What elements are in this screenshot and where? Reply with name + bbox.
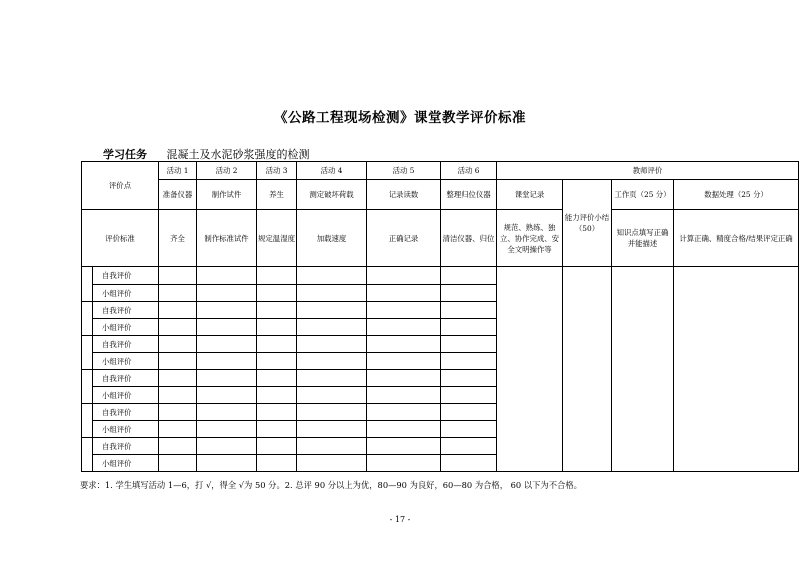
student-index-cell <box>82 404 93 438</box>
self-eval-label: 自我评价 <box>93 336 159 353</box>
score-cell[interactable] <box>297 370 367 387</box>
score-cell[interactable] <box>367 336 441 353</box>
score-cell[interactable] <box>159 421 197 438</box>
score-cell[interactable] <box>297 353 367 370</box>
score-cell[interactable] <box>159 455 197 472</box>
score-cell[interactable] <box>197 455 257 472</box>
score-cell[interactable] <box>197 387 257 404</box>
score-cell[interactable] <box>367 387 441 404</box>
score-cell[interactable] <box>197 404 257 421</box>
activity-2-header: 活动 2 <box>197 162 257 180</box>
score-cell[interactable] <box>197 285 257 302</box>
score-cell[interactable] <box>257 370 297 387</box>
score-cell[interactable] <box>367 421 441 438</box>
score-cell[interactable] <box>197 438 257 455</box>
score-cell[interactable] <box>159 285 197 302</box>
score-cell[interactable] <box>159 370 197 387</box>
score-cell[interactable] <box>197 370 257 387</box>
score-cell[interactable] <box>159 267 197 285</box>
ability-eval-cell[interactable] <box>563 267 612 472</box>
group-eval-label: 小组评价 <box>93 319 159 336</box>
score-cell[interactable] <box>297 319 367 336</box>
student-rows <box>82 267 799 472</box>
score-cell[interactable] <box>257 421 297 438</box>
score-cell[interactable] <box>441 302 497 319</box>
activity-6-item: 整理归位仪器 <box>441 180 497 210</box>
data-processing-header: 数据处理（25 分） <box>674 180 799 210</box>
score-cell[interactable] <box>159 319 197 336</box>
requirement-note: 要求：1. 学生填写活动 1—6，打 √，得全 √为 50 分。2. 总评 90 分以上为优，80—90 为良好，60—80 为合格， 60 以下为不合格。 <box>80 480 582 490</box>
score-cell[interactable] <box>257 267 297 285</box>
score-cell[interactable] <box>257 285 297 302</box>
score-cell[interactable] <box>441 336 497 353</box>
score-cell[interactable] <box>159 336 197 353</box>
score-cell[interactable] <box>297 387 367 404</box>
activity-4-standard: 加载速度 <box>297 210 367 267</box>
student-index-cell <box>82 438 93 472</box>
activity-6-header: 活动 6 <box>441 162 497 180</box>
score-cell[interactable] <box>197 421 257 438</box>
score-cell[interactable] <box>367 353 441 370</box>
score-cell[interactable] <box>257 404 297 421</box>
score-cell[interactable] <box>257 438 297 455</box>
score-cell[interactable] <box>297 285 367 302</box>
student-index-cell <box>82 336 93 370</box>
score-cell[interactable] <box>197 319 257 336</box>
score-cell[interactable] <box>257 387 297 404</box>
data-processing-standard: 计算正确、精度合格/结果评定正确 <box>674 210 799 267</box>
score-cell[interactable] <box>159 404 197 421</box>
score-cell[interactable] <box>297 302 367 319</box>
score-cell[interactable] <box>257 336 297 353</box>
score-cell[interactable] <box>159 302 197 319</box>
score-cell[interactable] <box>441 387 497 404</box>
eval-point-label: 评价点 <box>82 162 159 210</box>
group-eval-label: 小组评价 <box>93 455 159 472</box>
classroom-record-header: 课堂记录 <box>497 180 563 210</box>
score-cell[interactable] <box>367 267 441 285</box>
score-cell[interactable] <box>159 353 197 370</box>
score-cell[interactable] <box>367 370 441 387</box>
activity-1-item: 准备仪器 <box>159 180 197 210</box>
score-cell[interactable] <box>297 455 367 472</box>
group-eval-label: 小组评价 <box>93 421 159 438</box>
score-cell[interactable] <box>441 370 497 387</box>
score-cell[interactable] <box>367 302 441 319</box>
group-eval-label: 小组评价 <box>93 353 159 370</box>
score-cell[interactable] <box>367 319 441 336</box>
activity-2-standard: 制作标准试件 <box>197 210 257 267</box>
classroom-record-standard: 规范、熟练、独立、协作完成、安全文明操作等 <box>497 210 563 267</box>
score-cell[interactable] <box>441 285 497 302</box>
self-eval-label: 自我评价 <box>93 404 159 421</box>
score-cell[interactable] <box>257 455 297 472</box>
group-eval-label: 小组评价 <box>93 285 159 302</box>
worksheet-cell[interactable] <box>612 267 674 472</box>
self-eval-label: 自我评价 <box>93 438 159 455</box>
score-cell[interactable] <box>197 267 257 285</box>
activity-3-item: 养生 <box>257 180 297 210</box>
activity-4-item: 测定破坏荷载 <box>297 180 367 210</box>
self-eval-label: 自我评价 <box>93 302 159 319</box>
learning-task-name: 混凝土及水泥砂浆强度的检测 <box>166 148 310 161</box>
score-cell[interactable] <box>367 455 441 472</box>
page-title: 《公路工程现场检测》课堂教学评价标准 <box>274 110 526 126</box>
data-processing-cell[interactable] <box>674 267 799 472</box>
teacher-eval-header: 教师评价 <box>497 162 799 180</box>
score-cell[interactable] <box>297 438 367 455</box>
score-cell[interactable] <box>367 285 441 302</box>
activity-5-standard: 正确记录 <box>367 210 441 267</box>
score-cell[interactable] <box>367 438 441 455</box>
worksheet-header: 工作页（25 分） <box>612 180 674 210</box>
score-cell[interactable] <box>159 438 197 455</box>
group-eval-label: 小组评价 <box>93 387 159 404</box>
score-cell[interactable] <box>197 302 257 319</box>
activity-5-header: 活动 5 <box>367 162 441 180</box>
eval-standard-label: 评价标准 <box>82 210 159 267</box>
score-cell[interactable] <box>197 336 257 353</box>
score-cell[interactable] <box>297 421 367 438</box>
activity-4-header: 活动 4 <box>297 162 367 180</box>
score-cell[interactable] <box>297 267 367 285</box>
learning-task-label: 学习任务 <box>103 148 147 161</box>
score-cell[interactable] <box>441 438 497 455</box>
student-index-cell <box>82 267 93 302</box>
score-cell[interactable] <box>441 353 497 370</box>
ability-eval-header: 能力评价小结（50） <box>563 180 612 267</box>
score-cell[interactable] <box>441 319 497 336</box>
learning-task <box>103 146 310 162</box>
score-cell[interactable] <box>159 387 197 404</box>
score-cell[interactable] <box>441 267 497 285</box>
score-cell[interactable] <box>297 336 367 353</box>
score-cell[interactable] <box>197 353 257 370</box>
self-eval-label: 自我评价 <box>93 370 159 387</box>
activity-5-item: 记录读数 <box>367 180 441 210</box>
activity-2-item: 制作试件 <box>197 180 257 210</box>
activity-3-header: 活动 3 <box>257 162 297 180</box>
score-cell[interactable] <box>257 353 297 370</box>
evaluation-table <box>81 161 799 472</box>
score-cell[interactable] <box>441 455 497 472</box>
classroom-record-cell[interactable] <box>497 267 563 472</box>
score-cell[interactable] <box>257 302 297 319</box>
score-cell[interactable] <box>367 404 441 421</box>
worksheet-standard: 知识点填写正确并能描述 <box>612 210 674 267</box>
score-cell[interactable] <box>441 421 497 438</box>
score-cell[interactable] <box>297 404 367 421</box>
student-index-cell <box>82 302 93 336</box>
activity-1-standard: 齐全 <box>159 210 197 267</box>
activity-6-standard: 清洁仪器、归位 <box>441 210 497 267</box>
self-eval-label: 自我评价 <box>93 267 159 285</box>
page-number: - 17 - <box>389 515 411 524</box>
activity-1-header: 活动 1 <box>159 162 197 180</box>
score-cell[interactable] <box>257 319 297 336</box>
activity-3-standard: 规定温湿度 <box>257 210 297 267</box>
score-cell[interactable] <box>441 404 497 421</box>
student-index-cell <box>82 370 93 404</box>
